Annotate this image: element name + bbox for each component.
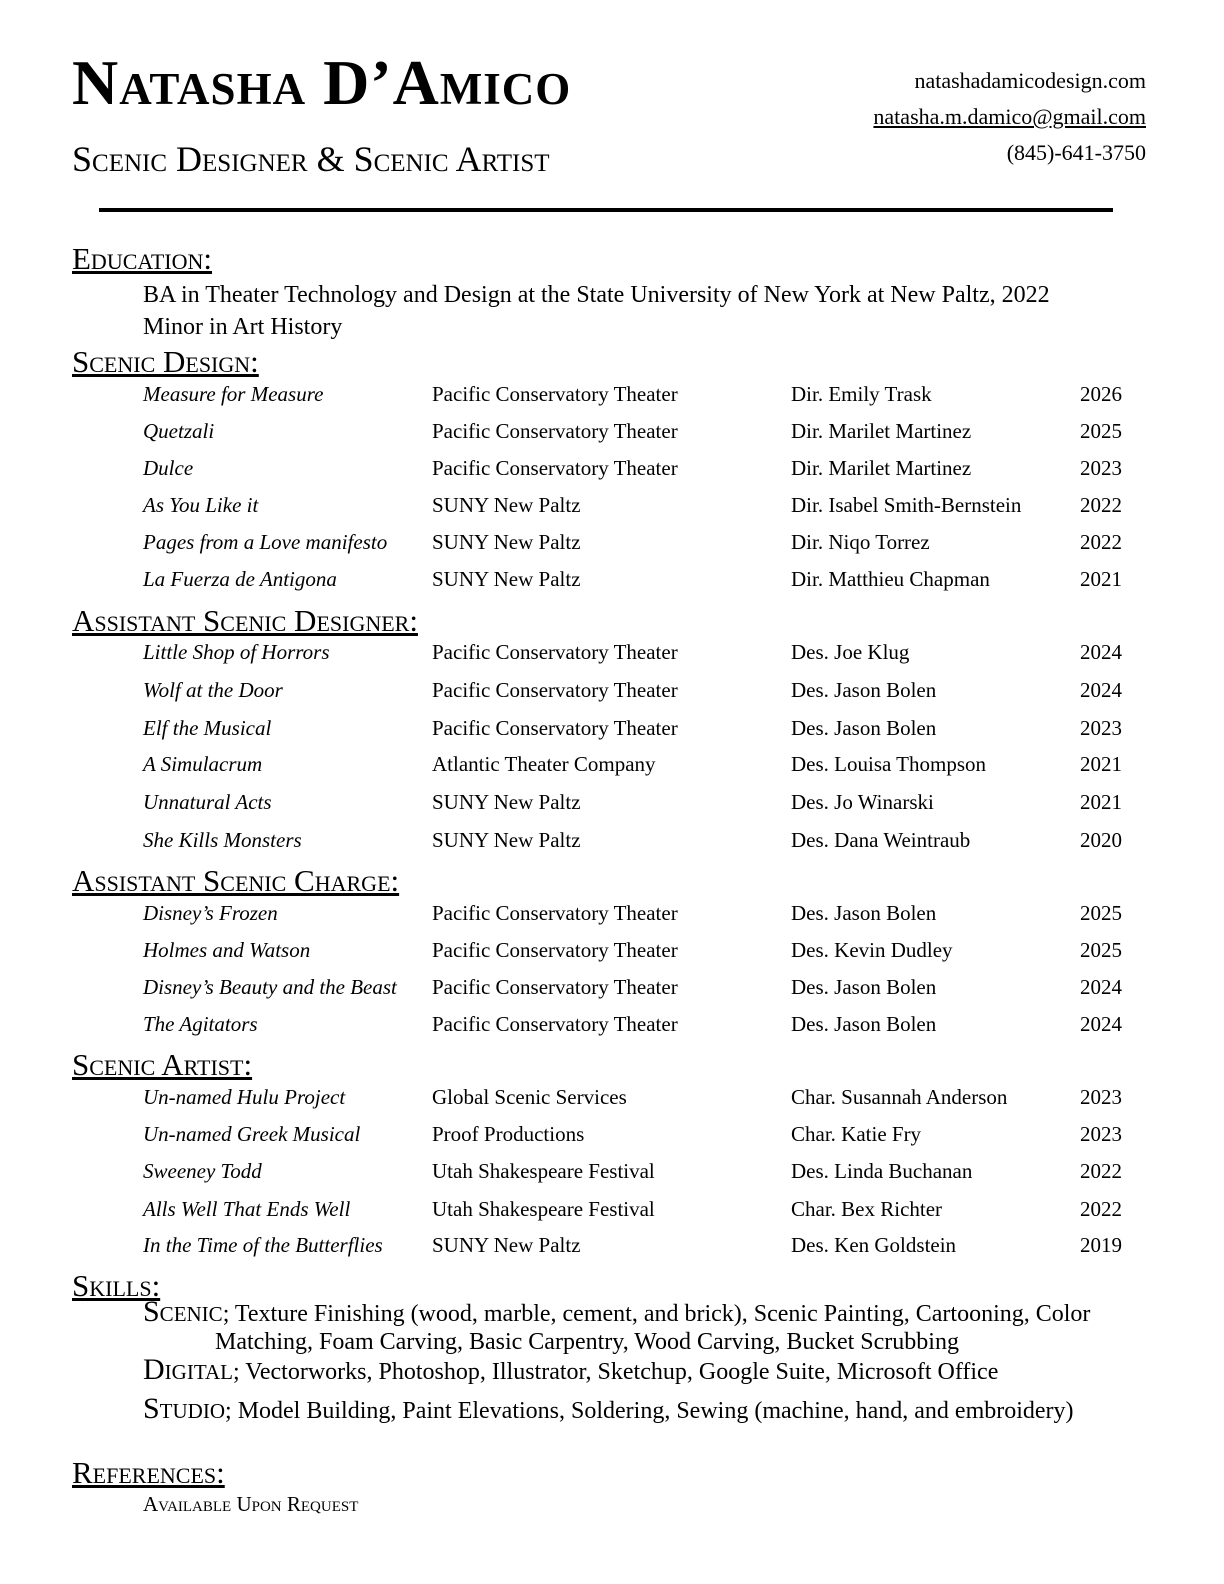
credit-venue: Pacific Conservatory Theater <box>432 419 678 443</box>
credit-person: Des. Kevin Dudley <box>791 938 953 962</box>
credit-row <box>0 528 1224 565</box>
credit-title: Dulce <box>143 456 194 480</box>
credit-venue: Pacific Conservatory Theater <box>432 1012 678 1036</box>
credit-row <box>0 1083 1224 1120</box>
credit-year: 2022 <box>1080 530 1122 554</box>
education-degree: BA in Theater Technology and Design at the State University of New York at New Paltz, 2022 <box>143 282 1050 308</box>
credit-year: 2021 <box>1080 790 1122 814</box>
skills-heading: Skills: <box>72 1268 161 1303</box>
credit-year: 2024 <box>1080 640 1122 664</box>
credit-title: Quetzali <box>143 419 215 443</box>
credit-year: 2022 <box>1080 493 1122 517</box>
credit-title: La Fuerza de Antigona <box>143 567 337 591</box>
education-details <box>143 279 1050 343</box>
credit-venue: SUNY New Paltz <box>432 828 581 852</box>
credit-person: Char. Katie Fry <box>791 1122 922 1146</box>
credit-venue: Pacific Conservatory Theater <box>432 716 678 740</box>
credit-title: Holmes and Watson <box>143 938 311 962</box>
credit-person: Dir. Marilet Martinez <box>791 419 972 443</box>
credit-person: Des. Jason Bolen <box>791 975 937 999</box>
credit-row <box>0 565 1224 602</box>
credit-year: 2025 <box>1080 419 1122 443</box>
credit-person: Des. Louisa Thompson <box>791 752 987 776</box>
credit-row <box>0 750 1224 787</box>
credit-person: Des. Jo Winarski <box>791 790 934 814</box>
credit-row <box>0 1157 1224 1194</box>
credit-person: Des. Joe Klug <box>791 640 910 664</box>
credit-title: The Agitators <box>143 1012 258 1036</box>
credit-person: Dir. Emily Trask <box>791 382 932 406</box>
credit-year: 2023 <box>1080 456 1122 480</box>
credit-title: Measure for Measure <box>143 382 324 406</box>
scenic-artist-heading: Scenic Artist: <box>72 1047 253 1082</box>
credit-year: 2024 <box>1080 678 1122 702</box>
credit-title: Unnatural Acts <box>143 790 272 814</box>
credit-venue: SUNY New Paltz <box>432 1233 581 1257</box>
credit-row <box>0 899 1224 936</box>
credit-row <box>0 973 1224 1010</box>
phone-number: (845)-641-3750 <box>1006 140 1146 165</box>
credit-row <box>0 417 1224 454</box>
credit-year: 2020 <box>1080 828 1122 852</box>
scenic-design-heading: Scenic Design: <box>72 344 259 379</box>
credit-year: 2021 <box>1080 567 1122 591</box>
skill-item-studio: Studio; Model Building, Paint Elevations, Soldering, Sewing (machine, hand, and embroidery) <box>143 1392 1074 1425</box>
skill-item-scenic: Scenic; Texture Finishing (wood, marble, cement, and brick), Scenic Painting, Cartooning, Color Matching, Foam Carving, Basic Carpentry, Wood Carving, Bucket Scrubbing <box>143 1295 1091 1355</box>
skill-text: Vectorworks, Photoshop, Illustrator, Sketchup, Google Suite, Microsoft Office <box>245 1359 999 1385</box>
credit-row <box>0 1120 1224 1157</box>
references-text: Available Upon Request <box>143 1492 359 1516</box>
credit-row <box>0 826 1224 863</box>
credit-year: 2019 <box>1080 1233 1122 1257</box>
education-minor: Minor in Art History <box>143 314 343 340</box>
credit-title: In the Time of the Butterflies <box>143 1233 383 1257</box>
credit-person: Des. Dana Weintraub <box>791 828 971 852</box>
credit-row <box>0 638 1224 675</box>
credit-title: Little Shop of Horrors <box>143 640 330 664</box>
credit-year: 2022 <box>1080 1159 1122 1183</box>
credit-title: She Kills Monsters <box>143 828 302 852</box>
email-link[interactable]: natasha.m.damico@gmail.com <box>873 104 1146 129</box>
credit-year: 2023 <box>1080 1122 1122 1146</box>
credit-venue: Pacific Conservatory Theater <box>432 678 678 702</box>
credit-venue: Global Scenic Services <box>432 1085 627 1109</box>
credit-person: Dir. Isabel Smith-Bernstein <box>791 493 1022 517</box>
credit-row <box>0 788 1224 825</box>
credit-venue: Pacific Conservatory Theater <box>432 938 678 962</box>
credit-venue: Pacific Conservatory Theater <box>432 640 678 664</box>
website-link[interactable]: natashadamicodesign.com <box>914 68 1146 93</box>
credit-title: Un-named Hulu Project <box>143 1085 346 1109</box>
credit-venue: Proof Productions <box>432 1122 585 1146</box>
credit-person: Des. Jason Bolen <box>791 678 937 702</box>
credit-title: Disney’s Frozen <box>143 901 278 925</box>
credit-venue: Pacific Conservatory Theater <box>432 456 678 480</box>
skill-text: Texture Finishing (wood, marble, cement, and brick), Scenic Painting, Cartooning, Color Matching, Foam Carving, Basic Carpentry, Wood Carving, Bucket Scrubbing <box>215 1301 1091 1355</box>
skills-list <box>143 1295 1143 1428</box>
credit-person: Dir. Matthieu Chapman <box>791 567 990 591</box>
header-divider <box>99 208 1113 212</box>
credit-year: 2021 <box>1080 752 1122 776</box>
credit-title: Un-named Greek Musical <box>143 1122 361 1146</box>
credit-year: 2024 <box>1080 1012 1122 1036</box>
credit-title: Pages from a Love manifesto <box>143 530 388 554</box>
credit-person: Des. Jason Bolen <box>791 716 937 740</box>
credit-person: Des. Ken Goldstein <box>791 1233 957 1257</box>
credit-person: Char. Susannah Anderson <box>791 1085 1008 1109</box>
credit-venue: Pacific Conservatory Theater <box>432 901 678 925</box>
credit-venue: Atlantic Theater Company <box>432 752 656 776</box>
credit-row <box>0 491 1224 528</box>
credit-row <box>0 936 1224 973</box>
credit-venue: Utah Shakespeare Festival <box>432 1159 655 1183</box>
credit-year: 2026 <box>1080 382 1122 406</box>
resume-name: Natasha D’Amico <box>72 47 572 118</box>
credit-venue: SUNY New Paltz <box>432 567 581 591</box>
credit-row <box>0 454 1224 491</box>
assistant-designer-heading: Assistant Scenic Designer: <box>72 603 418 638</box>
credit-venue: Utah Shakespeare Festival <box>432 1197 655 1221</box>
credit-person: Char. Bex Richter <box>791 1197 943 1221</box>
credit-title: Wolf at the Door <box>143 678 283 702</box>
credit-title: Sweeney Todd <box>143 1159 262 1183</box>
contact-block <box>873 63 1146 171</box>
credit-venue: SUNY New Paltz <box>432 790 581 814</box>
credit-year: 2023 <box>1080 1085 1122 1109</box>
credit-title: Disney’s Beauty and the Beast <box>143 975 397 999</box>
credit-person: Des. Linda Buchanan <box>791 1159 973 1183</box>
credit-row <box>0 1195 1224 1232</box>
skill-category: Digital <box>143 1353 233 1386</box>
credit-person: Dir. Niqo Torrez <box>791 530 930 554</box>
references-heading: References: <box>72 1455 225 1490</box>
credit-venue: Pacific Conservatory Theater <box>432 382 678 406</box>
credit-row <box>0 1231 1224 1268</box>
skill-category: Scenic <box>143 1295 223 1328</box>
education-heading: Education: <box>72 241 212 276</box>
credit-venue: SUNY New Paltz <box>432 530 581 554</box>
credit-year: 2024 <box>1080 975 1122 999</box>
credit-title: Alls Well That Ends Well <box>143 1197 351 1221</box>
resume-subtitle: Scenic Designer & Scenic Artist <box>72 139 550 179</box>
credit-person: Des. Jason Bolen <box>791 1012 937 1036</box>
credit-row <box>0 380 1224 417</box>
credit-row <box>0 1010 1224 1047</box>
credit-person: Des. Jason Bolen <box>791 901 937 925</box>
credit-title: A Simulacrum <box>143 752 263 776</box>
credit-row <box>0 714 1224 751</box>
credit-title: Elf the Musical <box>143 716 272 740</box>
credit-row <box>0 676 1224 713</box>
credit-year: 2022 <box>1080 1197 1122 1221</box>
credit-person: Dir. Marilet Martinez <box>791 456 972 480</box>
credit-year: 2025 <box>1080 901 1122 925</box>
credit-year: 2025 <box>1080 938 1122 962</box>
credit-title: As You Like it <box>143 493 259 517</box>
credit-venue: Pacific Conservatory Theater <box>432 975 678 999</box>
skill-text: Model Building, Paint Elevations, Soldering, Sewing (machine, hand, and embroidery) <box>237 1398 1074 1424</box>
skill-item-digital: Digital; Vectorworks, Photoshop, Illustrator, Sketchup, Google Suite, Microsoft Office <box>143 1353 999 1386</box>
skill-category: Studio <box>143 1392 226 1425</box>
credit-venue: SUNY New Paltz <box>432 493 581 517</box>
credit-year: 2023 <box>1080 716 1122 740</box>
assistant-charge-heading: Assistant Scenic Charge: <box>72 863 400 898</box>
